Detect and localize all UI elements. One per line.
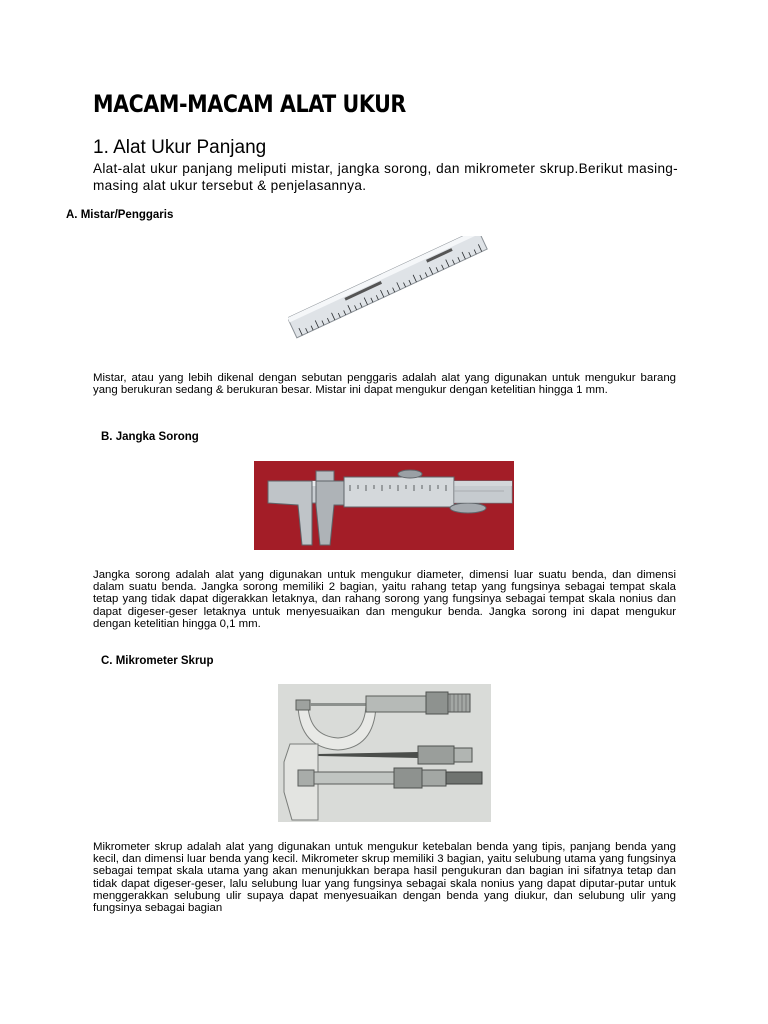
micrometer-image xyxy=(278,684,491,822)
heading-mikrometer-skrup: C. Mikrometer Skrup xyxy=(101,655,214,667)
heading-mistar: A. Mistar/Penggaris xyxy=(66,209,174,221)
section-heading: 1. Alat Ukur Panjang xyxy=(93,137,267,158)
caliper-image xyxy=(254,461,514,550)
mistar-description: Mistar, atau yang lebih dikenal dengan sebutan penggaris adalah alat yang digunakan untuk mengukur barang yang berukuran sedang & berukuran besar. Mistar ini dapat mengukur dengan ketelitian hingga 1 mm. xyxy=(93,372,676,397)
document-title: MACAM-MACAM ALAT UKUR xyxy=(93,90,406,118)
mikrometer-description: Mikrometer skrup adalah alat yang digunakan untuk mengukur ketebalan benda yang tipis, panjang benda yang kecil, dan dimensi luar benda yang kecil. Mikrometer skrup memiliki 3 bagian, yaitu selubung utama yang fungsinya sebagai tempat skala utama yang akan menunjukkan berapa hasil pengukuran dan bagian ini sifatnya tetap dan tidak dapat digeser-geser, lalu selubung luar yang fungsinya sebagai skala nonius yang dapat diputar-putar untuk menggerakkan selubung ulir supaya dapat menyesuaikan dengan benda yang diukur, dan selubung ulir yang fungsinya sebagai bagian xyxy=(93,841,676,915)
heading-jangka-sorong: B. Jangka Sorong xyxy=(101,431,199,443)
ruler-image xyxy=(288,236,488,351)
section-intro: Alat-alat ukur panjang meliputi mistar, jangka sorong, dan mikrometer skrup.Berikut masing-masing alat ukur tersebut & penjelasannya. xyxy=(93,161,678,193)
jangka-sorong-description: Jangka sorong adalah alat yang digunakan untuk mengukur diameter, dimensi luar suatu benda, dan dimensi dalam suatu benda. Jangka sorong memiliki 2 bagian, yaitu rahang tetap yang fungsinya sebagai tempat skala tetap yang tidak dapat digerakkan letaknya, dan rahang sorong yang fungsinya sebagai tempat skala nonius dan dapat digeser-geser letaknya untuk menyesuaikan dan mengukur benda. Jangka sorong ini dapat mengukur dengan ketelitian hingga 0,1 mm. xyxy=(93,569,676,630)
